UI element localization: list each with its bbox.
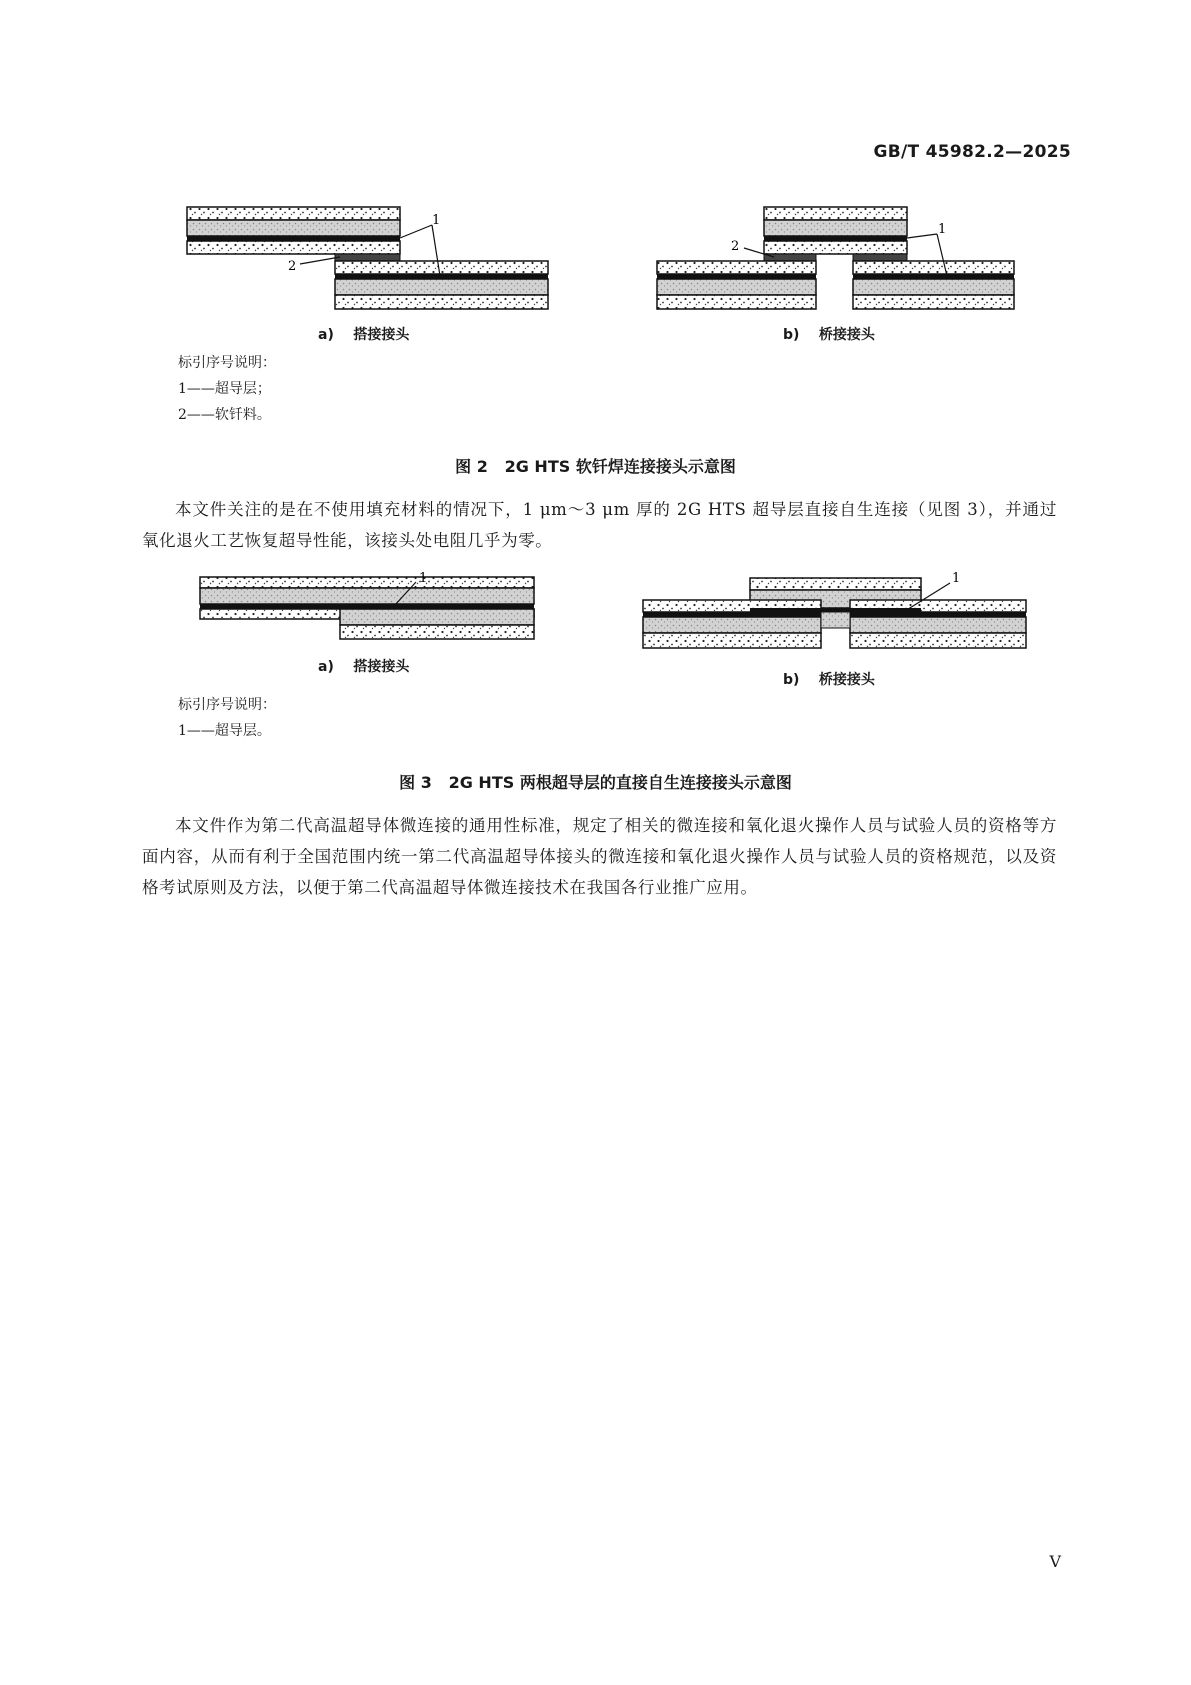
fig3-title: 图 3 2G HTS 两根超导层的直接自生连接接头示意图 <box>399 773 792 792</box>
fig3-key-item-1: 1——超导层。 <box>178 723 271 739</box>
fig2-key-title: 标引序号说明： <box>178 355 276 371</box>
fig2-key-item-2: 2——软钎料。 <box>178 407 271 423</box>
fig3b-callout-1: 1 <box>952 571 961 586</box>
fig2a-callout-2: 2 <box>288 259 297 274</box>
fig3-key-title: 标引序号说明： <box>178 697 276 713</box>
paragraph-2: 本文件作为第二代高温超导体微连接的通用性标准，规定了相关的微连接和氧化退火操作人员与试验人员的资格等方面内容，从而有利于全国范围内统一第二代高温超导体接头的微连接和氧化退火操作人员与试验人员的资格规范，以及资格考试原则及方法，以便于第二代高温超导体微连接技术在我国各行业推广应用。 <box>142 816 1057 897</box>
fig3b-gap-fill <box>821 612 850 628</box>
fig2a-callout-1: 1 <box>432 213 441 228</box>
fig2b-bridge-tape <box>764 207 907 254</box>
page-number: V <box>1049 1552 1061 1571</box>
fig2b-left-tape <box>657 261 816 309</box>
fig3b-left-tape <box>643 600 821 648</box>
fig2-key-item-1: 1——超导层； <box>178 381 271 397</box>
fig2a-lower-tape <box>335 261 548 309</box>
fig2b-solder-right <box>853 254 907 261</box>
fig2b-callout-2: 2 <box>731 239 740 254</box>
fig2b-callout-1: 1 <box>938 222 947 237</box>
fig2a-upper-tape <box>187 207 400 254</box>
fig2a-solder <box>335 254 400 261</box>
fig2b-right-tape <box>853 261 1014 309</box>
fig3a-caption: a) 搭接接头 <box>318 659 410 675</box>
fig2b-solder-left <box>764 254 816 261</box>
fig2b-caption: b) 桥接接头 <box>783 327 875 343</box>
fig2-title: 图 2 2G HTS 软钎焊连接接头示意图 <box>455 457 736 476</box>
standard-code: GB/T 45982.2—2025 <box>873 142 1071 162</box>
fig3b-right-tape <box>850 600 1026 648</box>
fig3a-lower-tape <box>340 609 534 639</box>
fig3a-callout-1: 1 <box>419 571 428 586</box>
fig3b-joint-layer <box>750 608 921 612</box>
fig3b-caption: b) 桥接接头 <box>783 672 875 688</box>
fig2a-caption: a) 搭接接头 <box>318 327 410 343</box>
paragraph-1: 本文件关注的是在不使用填充材料的情况下，1 μm～3 μm 厚的 2G HTS 超导层直接自生连接（见图 3），并通过氧化退火工艺恢复超导性能，该接头处电阻几乎为零。 <box>142 500 1057 550</box>
